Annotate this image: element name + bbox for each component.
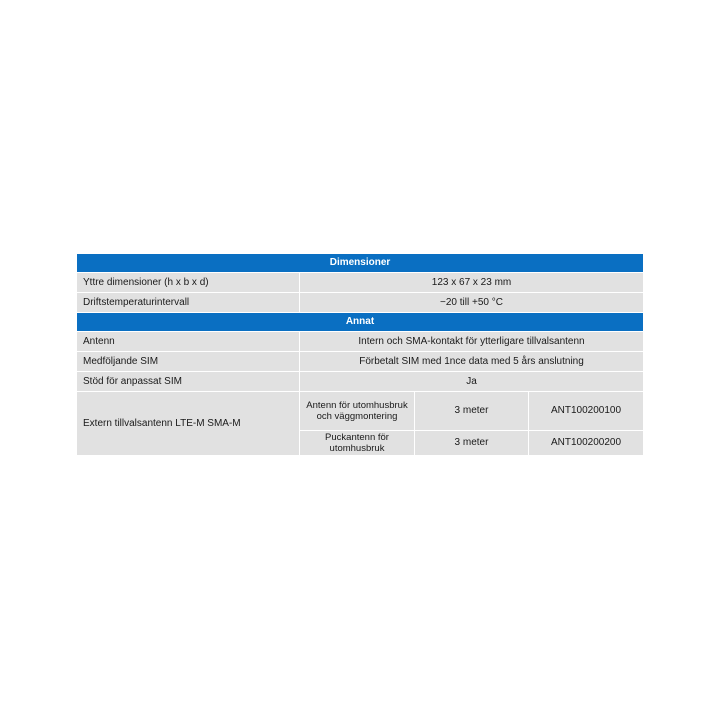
section-title: Dimensioner xyxy=(77,254,644,273)
table-row xyxy=(77,273,644,293)
row-value: −20 till +50 °C xyxy=(300,293,644,313)
table-row xyxy=(77,332,644,352)
table-row xyxy=(77,392,644,431)
row-value: Intern och SMA-kontakt för ytterligare tillvalsantenn xyxy=(300,332,644,352)
section-header-other xyxy=(77,313,644,332)
row-label: Antenn xyxy=(77,332,300,352)
antenna-option-part: ANT100200200 xyxy=(529,431,644,456)
row-label: Yttre dimensioner (h x b x d) xyxy=(77,273,300,293)
section-title: Annat xyxy=(77,313,644,332)
row-value: 123 x 67 x 23 mm xyxy=(300,273,644,293)
row-label: Stöd för anpassat SIM xyxy=(77,372,300,392)
antenna-option-cable: 3 meter xyxy=(415,392,529,431)
section-header-dimensions xyxy=(77,254,644,273)
table-row xyxy=(77,372,644,392)
row-label: Driftstemperaturintervall xyxy=(77,293,300,313)
antenna-option-type: Puckantenn för utomhusbruk xyxy=(300,431,415,456)
table-row xyxy=(77,352,644,372)
spec-table xyxy=(76,253,644,456)
table-row xyxy=(77,293,644,313)
row-value: Förbetalt SIM med 1nce data med 5 års anslutning xyxy=(300,352,644,372)
antenna-option-type: Antenn för utomhusbruk och väggmontering xyxy=(300,392,415,431)
antenna-option-cable: 3 meter xyxy=(415,431,529,456)
antenna-option-part: ANT100200100 xyxy=(529,392,644,431)
row-label: Extern tillvalsantenn LTE-M SMA-M xyxy=(77,392,300,456)
row-value: Ja xyxy=(300,372,644,392)
row-label: Medföljande SIM xyxy=(77,352,300,372)
